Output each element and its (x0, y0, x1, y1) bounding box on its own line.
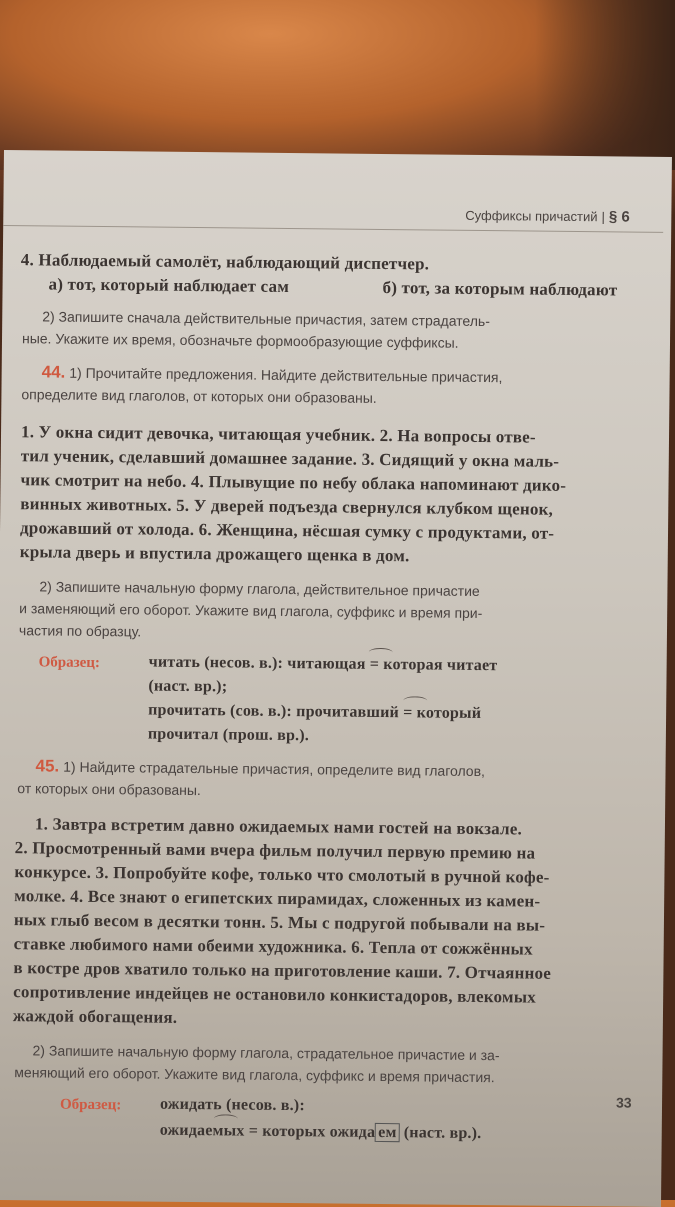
ex45-task2-line1: 2) Запишите начальную форму глагола, страдательное причастие и за- (32, 1042, 500, 1064)
suffix-box: ем (375, 1123, 400, 1142)
suffix-arc-mark (369, 648, 393, 657)
suffix-arc-mark (214, 1114, 238, 1123)
ex44-sample-line: прочитать (сов. в.): прочитавший = который (148, 701, 482, 723)
ex45-task2-line2: меняющий его оборот. Укажите вид глагола, суффикс и время причастия. (14, 1064, 495, 1086)
item4-title: 4. Наблюдаемый самолёт, наблюдающий диспетчер. (20, 250, 430, 274)
ex44-task2-line2: и заменяющий его оборот. Укажите вид глагола, суффикс и время при- (19, 600, 483, 622)
ex45-heading (35, 756, 485, 781)
header-rule (3, 225, 663, 233)
ex45-text-line: в костре дров хватило только на приготовление каши. 7. Отчаянное (13, 958, 552, 983)
ex45-number: 45. (35, 756, 60, 776)
page-number: 33 (615, 1094, 632, 1111)
ex45-sample-label: Образец: (59, 1096, 122, 1114)
ex44-sample-line: прочитал (прош. вр.). (147, 725, 310, 745)
ex45-sample-line2-start: ожидаемых = которых ожида (159, 1121, 376, 1141)
ex45-text-line: молке. 4. Все знают о египетских пирамидах, сложенных из камен- (14, 886, 541, 911)
desk-shadow (535, 0, 675, 170)
ex44-sample-label: Образец: (38, 654, 101, 672)
ex44-task2-line1: 2) Запишите начальную форму глагола, действительное причастие (39, 578, 480, 600)
ex45-task1-line1: 1) Найдите страдательные причастия, определите вид глаголов, (63, 758, 486, 780)
ex45-text-line: 2. Просмотренный вами вчера фильм получил первую премию на (14, 838, 536, 863)
running-header (465, 207, 630, 226)
paragraph-number: § 6 (608, 208, 630, 226)
ex45-text-line: сопротивление индейцев не остановило конкистадоров, влекомых (13, 982, 537, 1007)
ex45-text-line: ных глыб весом в десятки тонн. 5. Мы с подругой побывали на вы- (13, 910, 546, 935)
ex44-task2-line3: частия по образцу. (18, 622, 142, 640)
prev-task2-line2: ные. Укажите их время, обозначьте формообразующие суффиксы. (21, 330, 459, 351)
ex44-text-line: дрожавший от холода. 6. Женщина, нёсшая сумку с продуктами, от- (19, 518, 555, 543)
ex45-sample-line2 (160, 1122, 482, 1143)
ex44-text-line: винных животных. 5. У дверей подъезда свернулся клубком щенок, (20, 494, 554, 519)
ex44-task1-line2: определите вид глаголов, от которых они образованы. (21, 386, 377, 406)
item4-option-a: а) тот, который наблюдает сам (48, 274, 290, 296)
ex45-sample-line2-end: (наст. вр.). (399, 1124, 482, 1143)
ex44-text-line: крыла дверь и впустила дрожащего щенка в дом. (19, 542, 410, 566)
ex45-text-line: конкурсе. 3. Попробуйте кофе, только что смолотый в ручной кофе- (14, 862, 550, 887)
ex45-sample-line1: ожидать (несов. в.): (159, 1095, 306, 1115)
ex44-sample-line: читать (несов. в.): читающая = которая читает (148, 653, 498, 675)
item4-option-b: б) тот, за которым наблюдают (382, 277, 618, 300)
ex44-heading (42, 362, 503, 387)
textbook-page (0, 150, 672, 1207)
header-separator: | (601, 209, 606, 225)
suffix-arc-mark (403, 696, 427, 705)
ex45-text-line: жаждой обогащения. (12, 1006, 178, 1027)
ex44-number: 44. (41, 362, 66, 382)
prev-task2-line1: 2) Запишите сначала действительные причастия, затем страдатель- (42, 308, 491, 330)
ex44-text-line: 1. У окна сидит девочка, читающая учебник. 2. На вопросы отве- (20, 422, 536, 447)
ex44-text-line: чик смотрит на небо. 4. Плывущие по небу облака напоминают дико- (20, 470, 567, 495)
ex44-task1-line1: 1) Прочитайте предложения. Найдите действительные причастия, (69, 364, 503, 386)
ex45-task1-line2: от которых они образованы. (17, 780, 201, 799)
ex44-text-line: тил ученик, сделавший домашнее задание. 3. Сидящий у окна маль- (20, 446, 560, 471)
section-title: Суффиксы причастий (465, 207, 598, 225)
ex44-sample-line: (наст. вр.); (148, 677, 228, 696)
ex45-text-line: ставке любимого нами обеими художника. 6. Тепла от сожжённых (13, 934, 533, 959)
ex45-text-line: 1. Завтра встретим давно ожидаемых нами гостей на вокзале. (34, 814, 523, 839)
